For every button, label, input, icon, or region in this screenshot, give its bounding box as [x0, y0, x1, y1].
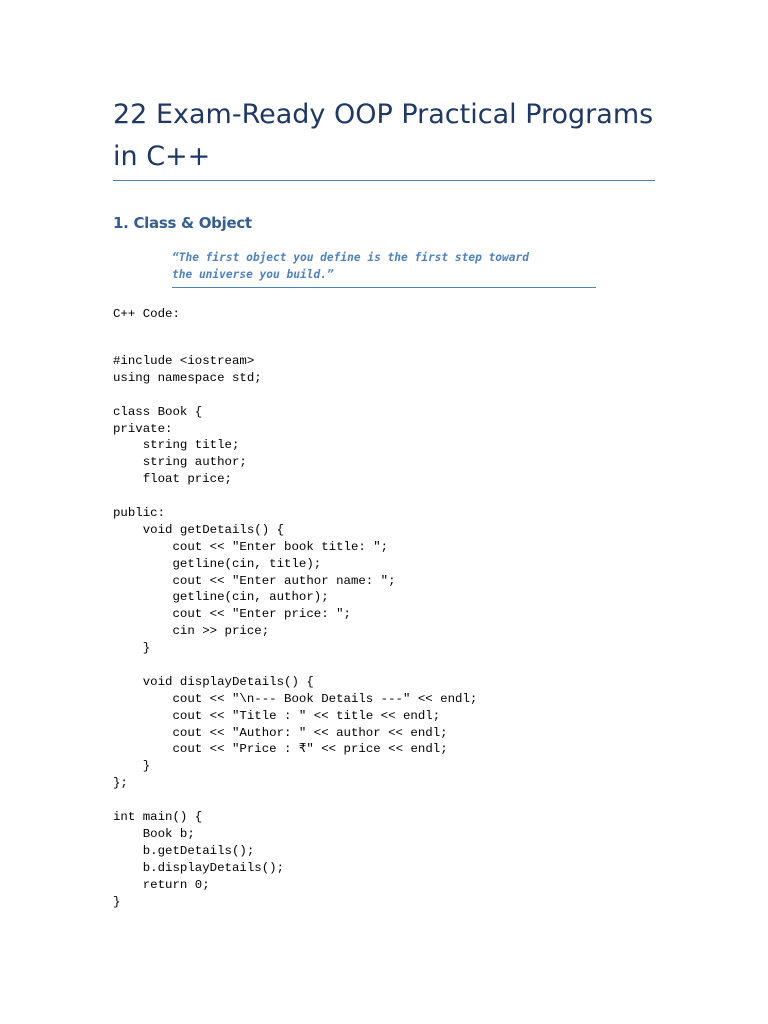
- code-line: [113, 387, 477, 404]
- code-line: cout << "Title : " << title << endl;: [113, 708, 441, 723]
- code-line: class Book {: [113, 404, 203, 419]
- document-title: [113, 94, 673, 178]
- code-line: public:: [113, 506, 166, 521]
- document-title-line-1: 22 Exam-Ready OOP Practical Programs: [113, 99, 654, 130]
- quote-line-2: the universe you build.”: [172, 268, 334, 281]
- code-line: cout << "Price : ₹" << price << endl;: [113, 742, 448, 757]
- code-line: [113, 657, 477, 674]
- quote-line-1: “The first object you define is the first step toward: [172, 251, 529, 264]
- code-line: return 0;: [113, 877, 210, 892]
- code-line: };: [113, 776, 128, 791]
- section-heading: 1. Class & Object: [113, 214, 252, 232]
- code-line: using namespace std;: [113, 370, 262, 385]
- code-line: Book b;: [113, 826, 195, 841]
- code-line: b.displayDetails();: [113, 860, 285, 875]
- code-line: int main() {: [113, 810, 203, 825]
- code-listing: [113, 353, 477, 910]
- code-line: string author;: [113, 455, 247, 470]
- code-line: [113, 488, 477, 505]
- title-underline-rule: [113, 180, 655, 181]
- code-line: cin >> price;: [113, 624, 270, 639]
- code-line: cout << "Author: " << author << endl;: [113, 725, 448, 740]
- code-line: float price;: [113, 472, 232, 487]
- code-line: void getDetails() {: [113, 522, 285, 537]
- code-line: cout << "Enter author name: ";: [113, 573, 396, 588]
- code-line: #include <iostream>: [113, 354, 255, 368]
- code-line: }: [113, 894, 121, 909]
- code-line: }: [113, 641, 151, 656]
- code-line: getline(cin, author);: [113, 590, 329, 605]
- code-line: }: [113, 759, 151, 774]
- code-line: getline(cin, title);: [113, 556, 322, 571]
- intense-quote: [172, 249, 596, 288]
- code-line: cout << "Enter book title: ";: [113, 539, 389, 554]
- code-line: void displayDetails() {: [113, 674, 314, 689]
- code-line: string title;: [113, 438, 240, 453]
- code-label: C++ Code:: [113, 307, 180, 321]
- code-line: b.getDetails();: [113, 843, 255, 858]
- document-title-line-2: in C++: [113, 141, 211, 172]
- code-line: cout << "Enter price: ";: [113, 607, 351, 622]
- code-line: private:: [113, 421, 173, 436]
- code-line: [113, 792, 477, 809]
- code-line: cout << "\n--- Book Details ---" << endl;: [113, 691, 478, 706]
